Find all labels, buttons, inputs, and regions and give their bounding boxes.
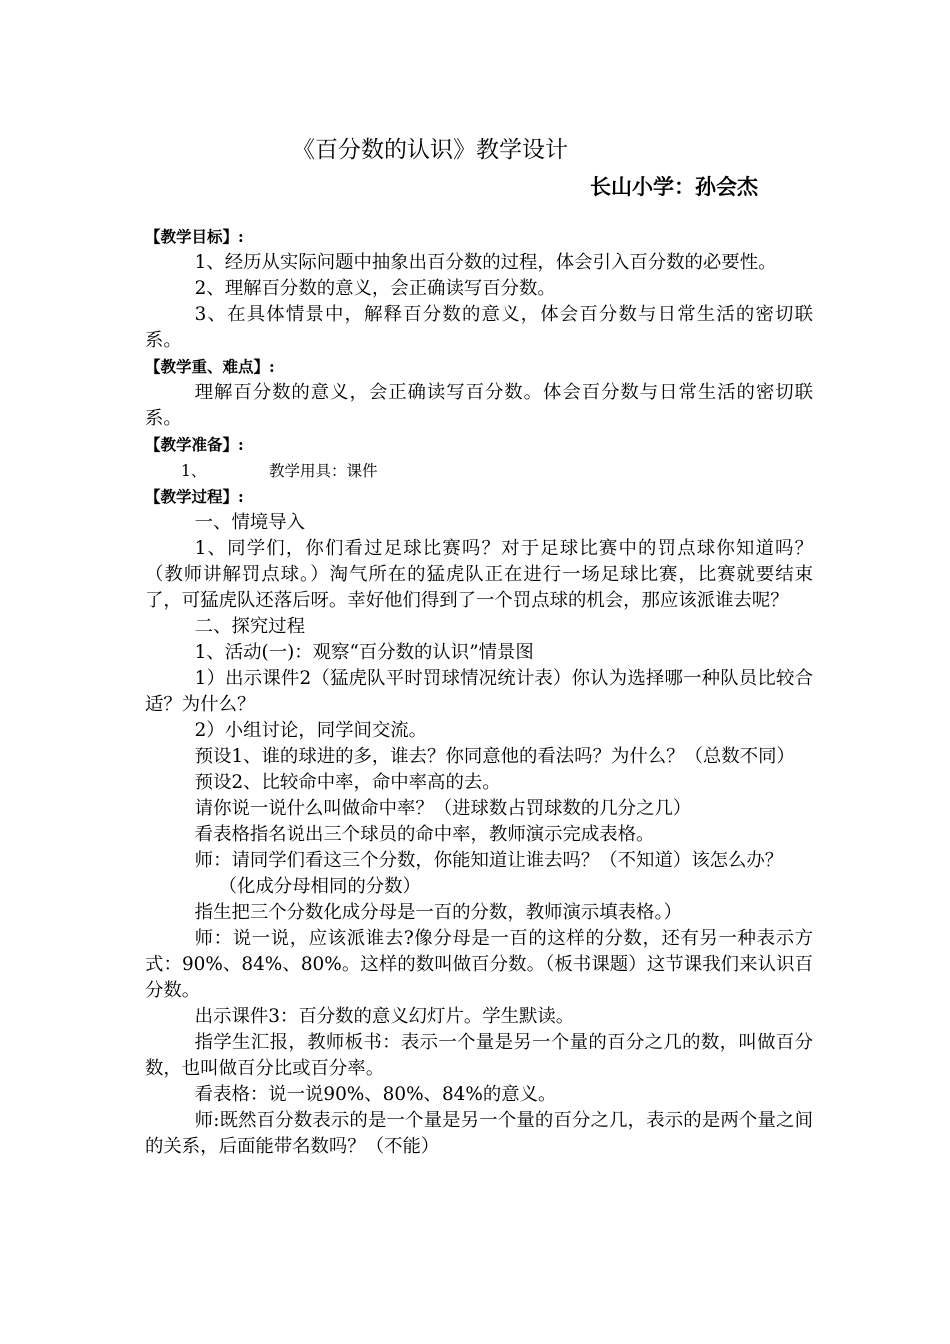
process-paragraph: 预设1、谁的球进的多，谁去？你同意他的看法吗？为什么？（总数不同） <box>194 746 795 767</box>
process-line: 看表格：说一说90%、80%、84%的意义。 <box>194 1084 557 1105</box>
key-points-heading: 【教学重、难点】: <box>145 357 275 376</box>
process-heading: 【教学过程】: <box>145 487 244 506</box>
preparation-item <box>145 458 813 484</box>
document-body <box>145 224 813 1160</box>
process-line: 一、情境导入 <box>194 512 306 533</box>
author-line: 长山小学：孙会杰 <box>590 174 758 199</box>
document-title: 《百分数的认识》教学设计 <box>292 137 568 163</box>
process-line: 2）小组讨论，同学间交流。 <box>194 720 428 741</box>
key-points-text: 理解百分数的意义，会正确读写百分数。体会百分数与日常生活的密切联系。 <box>145 382 813 429</box>
goal-item: 3、在具体情景中，解释百分数的意义，体会百分数与日常生活的密切联系。 <box>145 304 813 351</box>
process-paragraph: 指学生汇报，教师板书：表示一个量是另一个量的百分之几的数，叫做百分数，也叫做百分比或百分率。 <box>145 1032 813 1079</box>
preparation-heading: 【教学准备】: <box>145 435 244 454</box>
process-line: 出示课件3：百分数的意义幻灯片。学生默读。 <box>194 1006 575 1027</box>
goal-item: 1、经历从实际问题中抽象出百分数的过程，体会引入百分数的必要性。 <box>194 252 777 273</box>
process-line: 看表格指名说出三个球员的命中率，教师演示完成表格。 <box>194 824 655 845</box>
process-line: 预设2、比较命中率，命中率高的去。 <box>194 772 501 793</box>
process-line: 1、活动(一)：观察“百分数的认识”情景图 <box>194 642 534 663</box>
goal-item: 2、理解百分数的意义，会正确读写百分数。 <box>194 278 556 299</box>
process-line: 二、探究过程 <box>194 616 306 637</box>
goals-heading: 【教学目标】: <box>145 227 244 246</box>
process-line: （化成分母相同的分数） <box>218 876 421 897</box>
process-paragraph: 1、同学们，你们看过足球比赛吗？对于足球比赛中的罚点球你知道吗？（教师讲解罚点球。）淘气所在的猛虎队正在进行一场足球比赛，比赛就要结束了，可猛虎队还落后呀。幸好他们得到了一个罚点球的机会，那应该派谁去呢？ <box>145 538 813 611</box>
process-paragraph: 师:既然百分数表示的是一个量是另一个量的百分之几，表示的是两个量之间的关系，后面能带名数吗？（不能） <box>145 1110 813 1157</box>
process-paragraph: 师：说一说，应该派谁去?像分母是一百的这样的分数，还有另一种表示方式：90%、84%、80%。这样的数叫做百分数。（板书课题）这节课我们来认识百分数。 <box>145 928 813 1001</box>
process-line: 请你说一说什么叫做命中率？（进球数占罚球数的几分之几） <box>194 798 692 819</box>
process-paragraph: 1）出示课件2（猛虎队平时罚球情况统计表）你认为选择哪一种队员比较合适？为什么？ <box>145 668 813 715</box>
preparation-text: 教学用具：课件 <box>269 462 378 480</box>
preparation-number: 1、 <box>181 462 207 480</box>
process-line: 指生把三个分数化成分母是一百的分数，教师演示填表格。） <box>194 902 683 923</box>
process-paragraph: 师：请同学们看这三个分数，你能知道让谁去吗？（不知道）该怎么办？ <box>194 850 784 871</box>
